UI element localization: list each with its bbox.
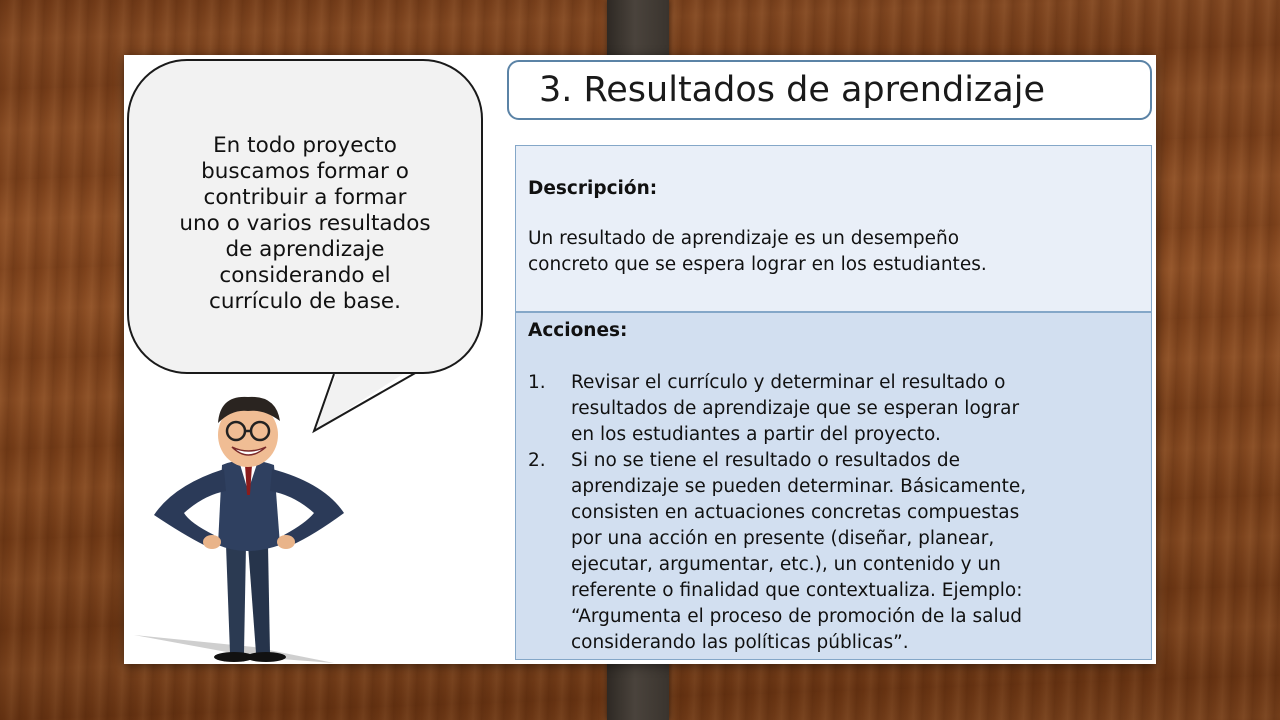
description-line: Un resultado de aprendizaje es un desempeño	[528, 228, 960, 249]
slide	[124, 55, 1156, 664]
action-line: Revisar el currículo y determinar el resultado o	[571, 372, 1006, 393]
bubble-line: de aprendizaje	[225, 237, 385, 262]
action-line: Si no se tiene el resultado o resultados de	[571, 450, 960, 471]
bubble-line: uno o varios resultados	[179, 211, 431, 236]
speech-bubble-text	[151, 133, 459, 315]
actions-heading: Acciones:	[528, 320, 628, 341]
action-text	[571, 370, 1141, 448]
bubble-line: buscamos formar o	[201, 159, 409, 184]
action-line: en los estudiantes a partir del proyecto.	[571, 424, 941, 445]
description-text	[528, 226, 1128, 278]
action-number: 1.	[528, 372, 546, 393]
bubble-line: considerando el	[219, 263, 391, 288]
actions-panel	[515, 312, 1152, 660]
description-heading: Descripción:	[528, 178, 658, 199]
action-line: por una acción en presente (diseñar, planear,	[571, 528, 995, 549]
action-line: ejecutar, argumentar, etc.), un contenido y un	[571, 554, 1001, 575]
action-line: resultados de aprendizaje que se esperan lograr	[571, 398, 1020, 419]
action-line: referente o finalidad que contextualiza. Ejemplo:	[571, 580, 1023, 601]
bubble-line: currículo de base.	[209, 289, 401, 314]
description-line: concreto que se espera lograr en los estudiantes.	[528, 254, 987, 275]
slide-title: 3. Resultados de aprendizaje	[539, 70, 1045, 110]
action-line: “Argumenta el proceso de promoción de la salud	[571, 606, 1023, 627]
bubble-line: En todo proyecto	[213, 133, 397, 158]
action-line: aprendizaje se pueden determinar. Básicamente,	[571, 476, 1027, 497]
title-box	[507, 60, 1152, 120]
bubble-line: contribuir a formar	[203, 185, 407, 210]
action-text	[571, 448, 1141, 656]
action-line: considerando las políticas públicas”.	[571, 632, 909, 653]
action-line: consisten en actuaciones concretas compuestas	[571, 502, 1020, 523]
cartoon-businessman-illustration	[134, 395, 374, 664]
speech-bubble	[127, 59, 483, 374]
action-number: 2.	[528, 450, 546, 471]
description-panel	[515, 145, 1152, 312]
